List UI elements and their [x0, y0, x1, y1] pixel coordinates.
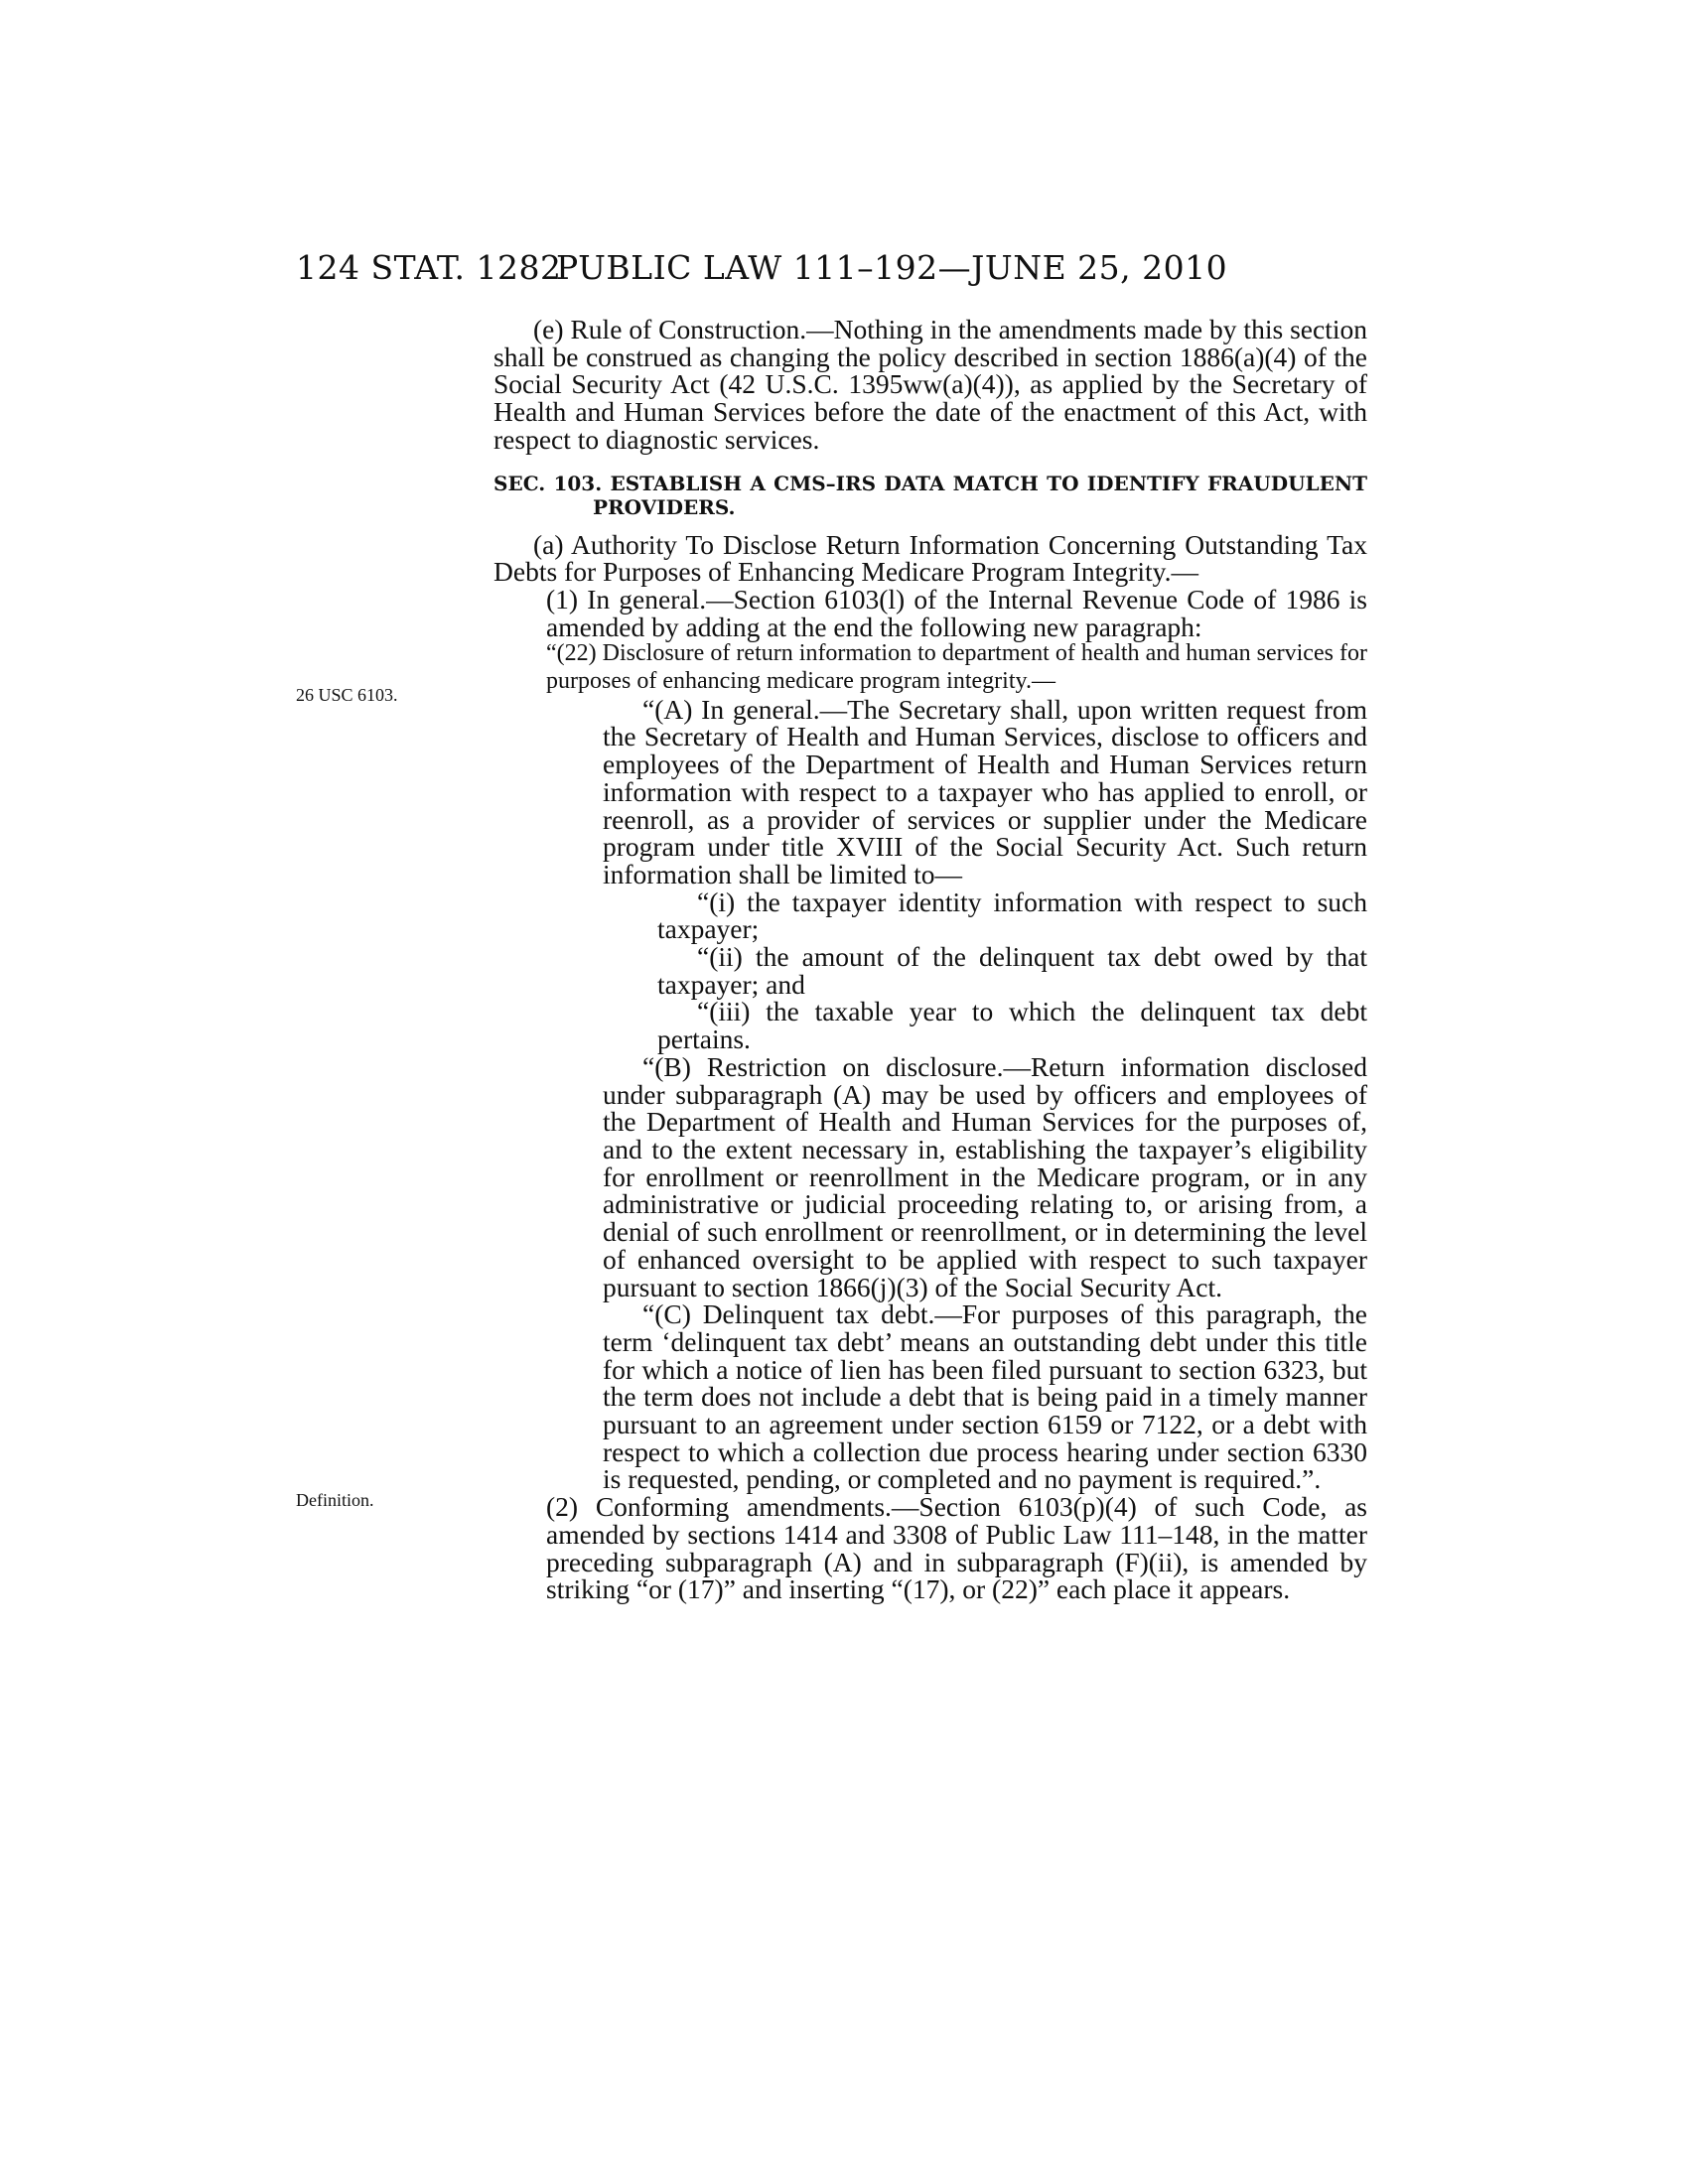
- paragraph-C-delinquent-tax-debt: “(C) Delinquent tax debt.—For purposes of this paragraph, the term ‘delinquent tax debt’ means an outstanding debt under this title for which a notice of lien has been filed pursuant to section 6323, but the term does not include a debt that is being paid in a timely manner pursuant to an agreement under section 6159 or 7122, or a debt with respect to which a collection due process hearing under section 6330 is requested, pending, or completed and no payment is required.”.: [603, 1298, 1367, 1495]
- paragraph-e-rule-of-construction: (e) Rule of Construction.—Nothing in the amendments made by this section shall be construed as changing the policy described in section 1886(a)(4) of the Social Security Act (42 U.S.C. 1395ww(a)(4)), as applied by the Secretary of Health and Human Services before the date of the enactment of this Act, with respect to diagnostic services.: [493, 314, 1367, 455]
- paragraph-22-heading: “(22) Disclosure of return information to department of health and human services for purposes of enhancing medicare program integrity.—: [546, 640, 1367, 695]
- paragraph-2-conforming-amendments: (2) Conforming amendments.—Section 6103(p)(4) of such Code, as amended by sections 1414 and 3308 of Public Law 111–148, in the matter preceding subparagraph (A) and in subparagraph (F)(ii), is amended by striking “or (17)” and inserting “(17), or (22)” each place it appears.: [546, 1491, 1367, 1605]
- margin-note-usc: 26 USC 6103.: [296, 685, 398, 705]
- section-heading: SEC. 103. ESTABLISH A CMS–IRS DATA MATCH TO IDENTIFY FRAUDULENT PROVIDERS.: [493, 471, 1367, 519]
- clause-iii: “(iii) the taxable year to which the delinquent tax debt pertains.: [657, 996, 1367, 1055]
- paragraph-a-authority: (a) Authority To Disclose Return Information Concerning Outstanding Tax Debts for Purposes of Enhancing Medicare Program Integrity.—: [493, 528, 1367, 588]
- margin-note-definition: Definition.: [296, 1490, 374, 1510]
- page-stat-number: 124 STAT. 1282: [296, 248, 562, 287]
- main-text-column: [493, 316, 1367, 1603]
- paragraph-B-restriction: “(B) Restriction on disclosure.—Return information disclosed under subparagraph (A) may be used by officers and employees of the Department of Health and Human Services for the purposes of, and to the extent necessary in, establishing the taxpayer’s eligibility for enrollment or reenrollment in the Medicare program, or in any administrative or judicial proceeding relating to, or arising from, a denial of such enrollment or reenrollment, or in determining the level of enhanced oversight to be applied with respect to such taxpayer pursuant to section 1866(j)(3) of the Social Security Act.: [603, 1050, 1367, 1302]
- paragraph-A-in-general: “(A) In general.—The Secretary shall, upon written request from the Secretary of Health and Human Services, disclose to officers and employees of the Department of Health and Human Services return information with respect to a taxpayer who has applied to enroll, or reenroll, as a provider of services or supplier under the Medicare program under title XVIII of the Social Security Act. Such return information shall be limited to—: [603, 693, 1367, 889]
- clause-ii: “(ii) the amount of the delinquent tax debt owed by that taxpayer; and: [657, 941, 1367, 1000]
- paragraph-1-in-general: [493, 583, 1367, 642]
- page-running-head: PUBLIC LAW 111–192—JUNE 25, 2010: [556, 248, 1228, 287]
- paragraph-1-text: (1) In general.—Section 6103(l) of the Internal Revenue Code of 1986 is amended by adding at the end the following new paragraph:: [546, 583, 1367, 642]
- clause-i: “(i) the taxpayer identity information with respect to such taxpayer;: [657, 886, 1367, 945]
